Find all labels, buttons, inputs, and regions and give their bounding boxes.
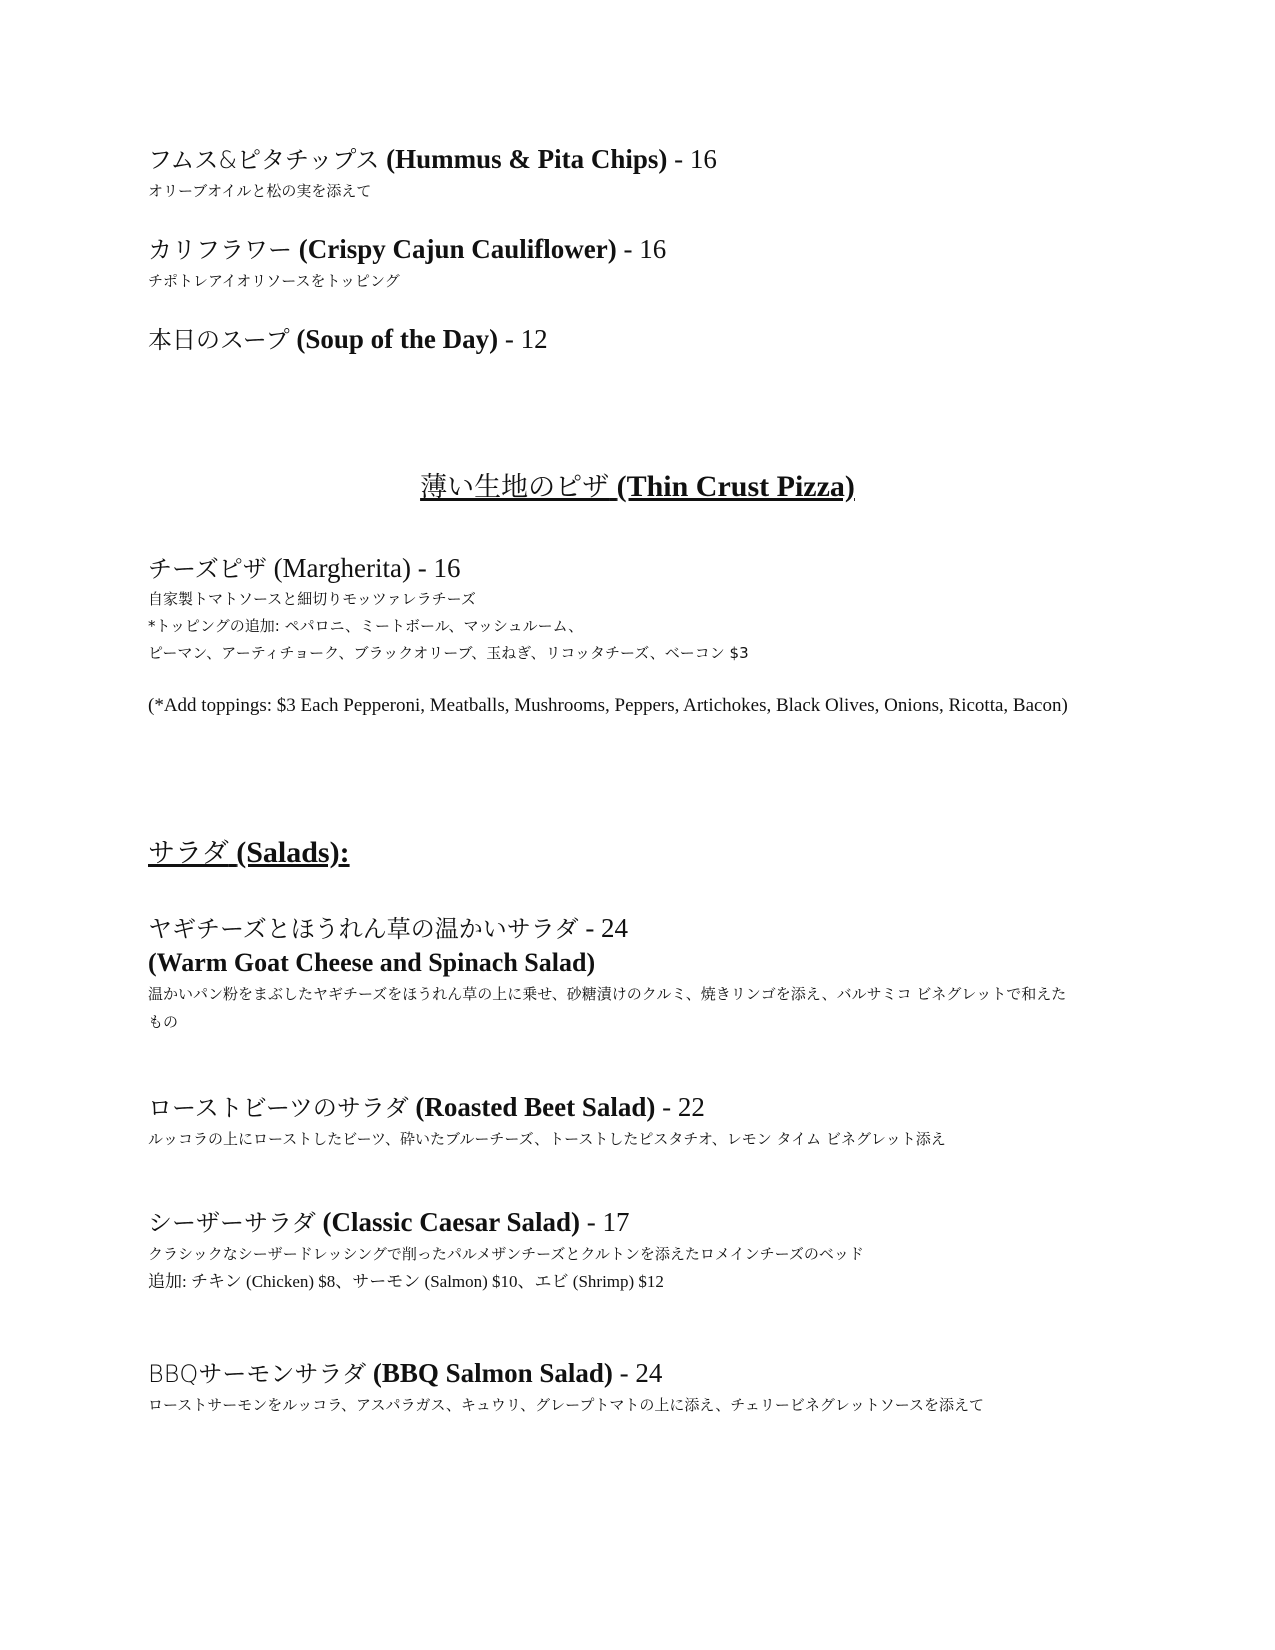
section-heading-en: (Thin Crust Pizza) bbox=[616, 470, 855, 503]
item-title bbox=[148, 142, 1128, 177]
menu-item-bbq-salmon-salad bbox=[148, 1356, 1128, 1419]
item-title bbox=[148, 322, 1128, 357]
menu-item-caesar-salad bbox=[148, 1205, 1128, 1295]
item-description bbox=[148, 177, 1128, 205]
menu-item-margherita bbox=[148, 551, 1128, 719]
item-name-en: (Crispy Cajun Cauliflower) bbox=[298, 234, 617, 264]
item-name-ja: フムス&ピタチップス bbox=[148, 146, 380, 174]
item-price: - 17 bbox=[586, 1207, 630, 1237]
item-title bbox=[148, 1205, 1128, 1240]
item-name-ja: カリフラワー bbox=[148, 236, 292, 264]
item-description-text: 温かいパン粉をまぶしたヤギチーズをほうれん草の上に乗せ、砂糖漬けのクルミ、焼きリンゴを添え、バルサミコ ビネグレットで和えたもの bbox=[148, 985, 1067, 1031]
section-heading-pizza bbox=[0, 468, 1275, 507]
section-heading-en: (Salads): bbox=[236, 836, 350, 869]
item-title bbox=[148, 1090, 1128, 1125]
item-description-text: チポトレアイオリソースをトッピング bbox=[148, 272, 400, 290]
item-title bbox=[148, 551, 1128, 586]
item-description-text: ローストサーモンをルッコラ、アスパラガス、キュウリ、グレープトマトの上に添え、チェリービネグレットソースを添えて bbox=[148, 1396, 984, 1414]
item-description-line: ピーマン、アーティチョーク、ブラックオリーブ、玉ねぎ、リコッタチーズ、ベーコン $3 bbox=[148, 644, 749, 662]
item-description-line: 自家製トマトソースと細切りモッツァレラチーズ bbox=[148, 590, 476, 608]
menu-item-soup bbox=[148, 322, 1128, 357]
item-price: - 16 bbox=[417, 553, 461, 583]
menu-item-goat-cheese-salad bbox=[148, 911, 1128, 1036]
item-description bbox=[148, 1125, 1128, 1153]
item-price: - 16 bbox=[623, 234, 667, 264]
item-description bbox=[148, 586, 1128, 667]
item-name-en: (Classic Caesar Salad) bbox=[322, 1207, 581, 1237]
section-heading-ja: 薄い生地のピザ bbox=[420, 472, 610, 503]
item-description-text: クラシックなシーザードレッシングで削ったパルメザンチーズとクルトンを添えたロメインチーズのベッド bbox=[148, 1245, 864, 1263]
item-description bbox=[148, 1240, 1128, 1268]
item-name-ja: シーザーサラダ bbox=[148, 1209, 316, 1237]
item-price: - 12 bbox=[504, 324, 548, 354]
item-name-en: (BBQ Salmon Salad) bbox=[372, 1358, 613, 1388]
item-description bbox=[148, 267, 1128, 295]
menu-item-beet-salad bbox=[148, 1090, 1128, 1153]
toppings-note: (*Add toppings: $3 Each Pepperoni, Meatballs, Mushrooms, Peppers, Artichokes, Black Olives, Onions, Ricotta, Bacon) bbox=[148, 695, 1068, 716]
menu-item-cauliflower bbox=[148, 232, 1128, 295]
item-description-text: オリーブオイルと松の実を添えて bbox=[148, 182, 372, 200]
menu-item-hummus bbox=[148, 142, 1128, 205]
item-title bbox=[148, 232, 1128, 267]
item-name-en: (Hummus & Pita Chips) bbox=[386, 144, 668, 174]
item-price: - 24 bbox=[585, 913, 629, 943]
item-addon bbox=[148, 1268, 1128, 1295]
item-name-ja: チーズピザ bbox=[148, 555, 267, 583]
item-name-ja: BBQサーモンサラダ bbox=[148, 1360, 367, 1388]
item-price: - 24 bbox=[619, 1358, 663, 1388]
item-name-ja: ヤギチーズとほうれん草の温かいサラダ bbox=[148, 915, 579, 943]
item-description bbox=[148, 980, 1068, 1036]
item-title bbox=[148, 1356, 1128, 1391]
item-name-ja: ローストビーツのサラダ bbox=[148, 1094, 409, 1122]
item-addon-text: 追加: チキン (Chicken) $8、サーモン (Salmon) $10、エビ (Shrimp) $12 bbox=[148, 1272, 664, 1291]
item-description bbox=[148, 1391, 1128, 1419]
section-heading-salads bbox=[148, 834, 350, 873]
item-price: - 16 bbox=[674, 144, 717, 174]
item-name-en: (Roasted Beet Salad) bbox=[415, 1092, 656, 1122]
item-price: - 22 bbox=[662, 1092, 705, 1122]
item-name-en: (Warm Goat Cheese and Spinach Salad) bbox=[148, 948, 596, 977]
item-description-line: *トッピングの追加: ペパロニ、ミートボール、マッシュルーム、 bbox=[148, 617, 584, 635]
item-description-text: ルッコラの上にローストしたビーツ、砕いたブルーチーズ、トーストしたピスタチオ、レモン タイム ビネグレット添え bbox=[148, 1130, 946, 1148]
section-heading-ja: サラダ bbox=[148, 838, 229, 869]
item-name-en: (Soup of the Day) bbox=[296, 324, 499, 354]
item-title bbox=[148, 911, 1128, 946]
item-name-ja: 本日のスープ bbox=[148, 326, 290, 354]
item-name-en: (Margherita) bbox=[273, 553, 412, 583]
